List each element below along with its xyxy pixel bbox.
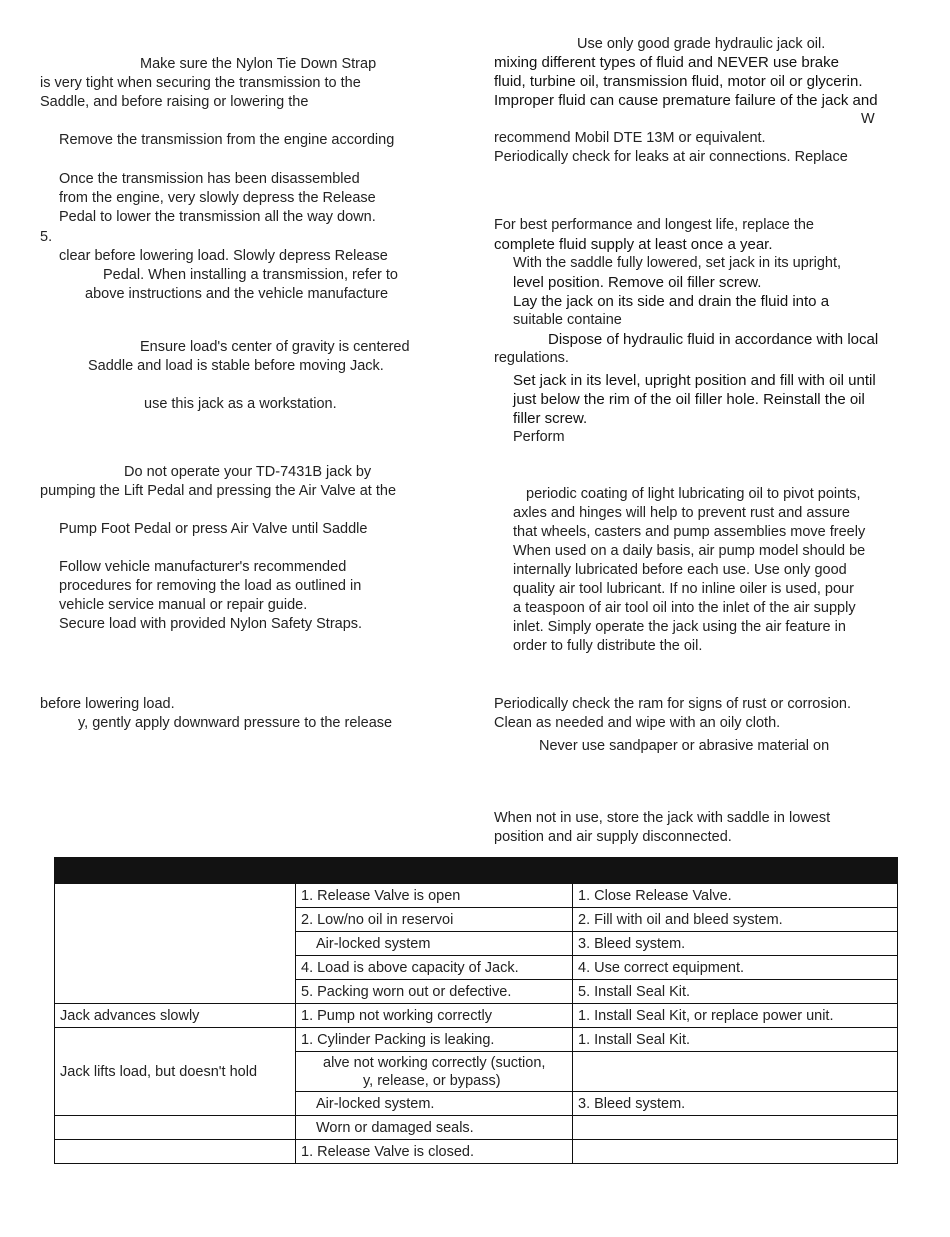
right-text-line: recommend Mobil DTE 13M or equivalent. bbox=[494, 130, 766, 146]
cause-cell: 1. Pump not working correctly bbox=[296, 1004, 573, 1028]
table-row bbox=[55, 1004, 898, 1028]
cause-text-line: y, release, or bypass) bbox=[363, 1072, 501, 1089]
right-text-line: With the saddle fully lowered, set jack in its upright, bbox=[513, 255, 842, 271]
right-text-line: Dispose of hydraulic fluid in accordance with local bbox=[548, 331, 879, 348]
right-text-line: axles and hinges will help to prevent rust and assure bbox=[513, 505, 850, 521]
symptom-cell bbox=[55, 884, 296, 1004]
right-text-line: a teaspoon of air tool oil into the inlet of the air supply bbox=[513, 600, 856, 616]
left-text-line: Follow vehicle manufacturer's recommended bbox=[59, 559, 347, 575]
cause-cell bbox=[296, 1052, 573, 1092]
left-text-line: Saddle, and before raising or lowering the bbox=[40, 94, 309, 110]
right-text-line: When not in use, store the jack with saddle in lowest bbox=[494, 810, 831, 826]
symptom-cell: Jack lifts load, but doesn't hold bbox=[55, 1028, 296, 1116]
cause-cell: 5. Packing worn out or defective. bbox=[296, 980, 573, 1004]
cause-cell: 1. Release Valve is open bbox=[296, 884, 573, 908]
symptom-cell bbox=[55, 1140, 296, 1164]
right-text-line: inlet. Simply operate the jack using the air feature in bbox=[513, 619, 846, 635]
table-header-bar bbox=[55, 858, 898, 884]
step-number: 5. bbox=[40, 229, 53, 245]
left-text-line: y, gently apply downward pressure to the release bbox=[78, 715, 393, 731]
left-text-line: Pedal. When installing a transmission, refer to bbox=[103, 267, 398, 283]
right-text-line: filler screw. bbox=[513, 410, 588, 427]
solution-cell bbox=[573, 1140, 898, 1164]
solution-cell: 2. Fill with oil and bleed system. bbox=[573, 908, 898, 932]
solution-cell bbox=[573, 1116, 898, 1140]
right-text-line: fluid, turbine oil, transmission fluid, motor oil or glycerin. bbox=[494, 73, 863, 90]
right-text-line: Perform bbox=[513, 429, 565, 445]
right-text-line: Periodically check the ram for signs of rust or corrosion. bbox=[494, 696, 851, 712]
cause-cell: Air-locked system bbox=[296, 932, 573, 956]
left-text-line: pumping the Lift Pedal and pressing the Air Valve at the bbox=[40, 483, 397, 499]
solution-cell: 1. Close Release Valve. bbox=[573, 884, 898, 908]
left-text-line: vehicle service manual or repair guide. bbox=[59, 597, 308, 613]
solution-cell: 4. Use correct equipment. bbox=[573, 956, 898, 980]
solution-cell bbox=[573, 1052, 898, 1092]
solution-cell: 3. Bleed system. bbox=[573, 932, 898, 956]
table-row bbox=[55, 884, 898, 908]
cause-cell: 2. Low/no oil in reservoi bbox=[296, 908, 573, 932]
left-text-line: Pedal to lower the transmission all the way down. bbox=[59, 209, 376, 225]
right-text-line: complete fluid supply at least once a year. bbox=[494, 236, 773, 253]
right-text-line: Set jack in its level, upright position and fill with oil until bbox=[513, 372, 876, 389]
right-text-line: suitable containe bbox=[513, 312, 622, 328]
table-row bbox=[55, 1116, 898, 1140]
left-text-line: before lowering load. bbox=[40, 696, 175, 712]
left-text-line: Pump Foot Pedal or press Air Valve until Saddle bbox=[59, 521, 368, 537]
right-text-line: Lay the jack on its side and drain the fluid into a bbox=[513, 293, 830, 310]
cause-cell: Worn or damaged seals. bbox=[296, 1116, 573, 1140]
left-text-line: from the engine, very slowly depress the Release bbox=[59, 190, 376, 206]
table-row bbox=[55, 1028, 898, 1052]
right-text-line: regulations. bbox=[494, 350, 569, 366]
left-text-line: Secure load with provided Nylon Safety Straps. bbox=[59, 616, 363, 632]
right-text-line: quality air tool lubricant. If no inline oiler is used, pour bbox=[513, 581, 854, 597]
left-text-line: clear before lowering load. Slowly depress Release bbox=[59, 248, 388, 264]
right-text-line: For best performance and longest life, replace the bbox=[494, 217, 814, 233]
right-text-line: Never use sandpaper or abrasive material on bbox=[539, 738, 830, 754]
cause-cell: 1. Cylinder Packing is leaking. bbox=[296, 1028, 573, 1052]
symptom-cell: Jack advances slowly bbox=[55, 1004, 296, 1028]
right-text-line: periodic coating of light lubricating oil to pivot points, bbox=[526, 486, 861, 502]
solution-cell: 1. Install Seal Kit, or replace power unit. bbox=[573, 1004, 898, 1028]
right-text-line: W bbox=[861, 111, 875, 127]
right-text-line: Improper fluid can cause premature failure of the jack and bbox=[494, 92, 878, 109]
left-text-line: above instructions and the vehicle manufacture bbox=[85, 286, 389, 302]
left-text-line: Ensure load's center of gravity is centered bbox=[140, 339, 410, 355]
right-text-line: level position. Remove oil filler screw. bbox=[513, 274, 762, 291]
right-text-line: Clean as needed and wipe with an oily cloth. bbox=[494, 715, 781, 731]
troubleshooting-table bbox=[54, 857, 898, 1164]
left-text-line: Remove the transmission from the engine according bbox=[59, 132, 395, 148]
left-text-line: Once the transmission has been disassembled bbox=[59, 171, 360, 187]
right-text-line: order to fully distribute the oil. bbox=[513, 638, 703, 654]
right-text-line: internally lubricated before each use. Use only good bbox=[513, 562, 847, 578]
solution-cell: 3. Bleed system. bbox=[573, 1092, 898, 1116]
right-text-line: mixing different types of fluid and NEVER use brake bbox=[494, 54, 839, 71]
cause-cell: 4. Load is above capacity of Jack. bbox=[296, 956, 573, 980]
cause-cell: 1. Release Valve is closed. bbox=[296, 1140, 573, 1164]
right-text-line: Periodically check for leaks at air connections. Replace bbox=[494, 149, 848, 165]
solution-cell: 1. Install Seal Kit. bbox=[573, 1028, 898, 1052]
right-text-line: just below the rim of the oil filler hole. Reinstall the oil bbox=[513, 391, 865, 408]
right-text-line: position and air supply disconnected. bbox=[494, 829, 732, 845]
right-text-line: Use only good grade hydraulic jack oil. bbox=[577, 36, 826, 52]
table-row bbox=[55, 1140, 898, 1164]
left-text-line: Do not operate your TD-7431B jack by bbox=[124, 464, 372, 480]
left-text-line: Make sure the Nylon Tie Down Strap bbox=[140, 56, 377, 72]
cause-cell: Air-locked system. bbox=[296, 1092, 573, 1116]
right-text-line: When used on a daily basis, air pump model should be bbox=[513, 543, 866, 559]
left-text-line: procedures for removing the load as outlined in bbox=[59, 578, 362, 594]
left-text-line: is very tight when securing the transmission to the bbox=[40, 75, 361, 91]
solution-cell: 5. Install Seal Kit. bbox=[573, 980, 898, 1004]
left-text-line: use this jack as a workstation. bbox=[144, 396, 337, 412]
right-text-line: that wheels, casters and pump assemblies move freely bbox=[513, 524, 866, 540]
symptom-cell bbox=[55, 1116, 296, 1140]
cause-text-line: alve not working correctly (suction, bbox=[323, 1054, 546, 1071]
left-text-line: Saddle and load is stable before moving Jack. bbox=[88, 358, 384, 374]
